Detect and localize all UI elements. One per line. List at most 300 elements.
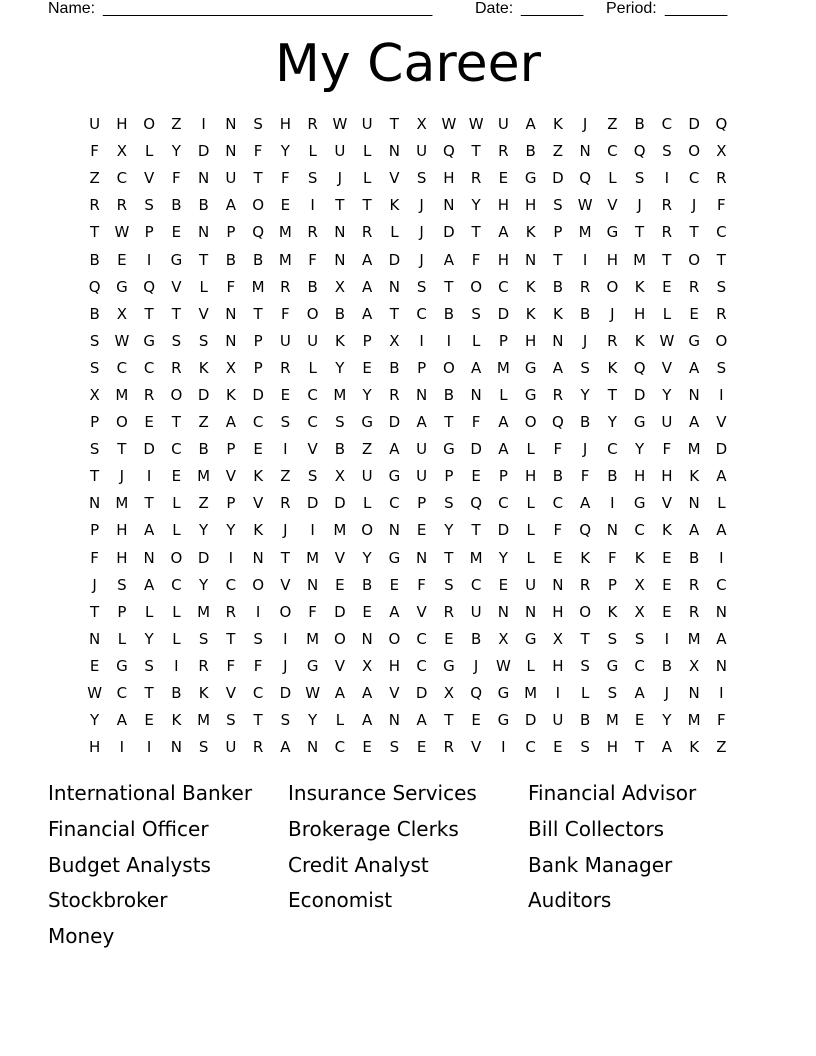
grid-letter[interactable]: K <box>225 385 236 404</box>
grid-letter[interactable]: B <box>525 142 536 161</box>
grid-letter[interactable]: E <box>280 196 291 215</box>
grid-letter[interactable]: G <box>143 331 155 350</box>
grid-letter[interactable]: B <box>389 358 400 377</box>
grid-letter[interactable]: C <box>498 277 509 296</box>
grid-letter[interactable]: T <box>362 196 372 215</box>
grid-letter[interactable]: H <box>443 169 455 188</box>
grid-letter[interactable]: L <box>362 142 372 161</box>
grid-letter[interactable]: V <box>334 548 345 567</box>
grid-letter[interactable]: M <box>251 277 265 296</box>
grid-letter[interactable]: M <box>687 629 701 648</box>
grid-letter[interactable]: Y <box>90 711 100 730</box>
grid-letter[interactable]: X <box>498 629 509 648</box>
grid-letter[interactable]: N <box>443 196 455 215</box>
grid-letter[interactable]: X <box>552 629 564 648</box>
grid-letter[interactable]: T <box>689 223 699 242</box>
grid-letter[interactable]: D <box>552 169 564 188</box>
grid-letter[interactable]: O <box>333 629 346 648</box>
grid-letter[interactable]: G <box>633 494 646 513</box>
grid-letter[interactable]: H <box>633 304 646 323</box>
grid-letter[interactable]: Y <box>144 629 154 648</box>
grid-letter[interactable]: A <box>552 358 563 377</box>
grid-letter[interactable]: T <box>444 711 454 730</box>
grid-letter[interactable]: G <box>633 413 646 432</box>
grid-letter[interactable]: H <box>552 602 564 621</box>
grid-letter[interactable]: E <box>117 250 127 269</box>
grid-letter[interactable]: J <box>419 250 424 269</box>
grid-letter[interactable]: H <box>116 548 128 567</box>
grid-letter[interactable]: D <box>443 223 455 242</box>
grid-letter[interactable]: C <box>525 738 536 757</box>
grid-letter[interactable]: S <box>580 738 590 757</box>
grid-letter[interactable]: F <box>553 521 563 540</box>
grid-letter[interactable]: S <box>335 413 345 432</box>
grid-letter[interactable]: J <box>582 331 588 350</box>
grid-letter[interactable]: R <box>716 169 727 188</box>
grid-letter[interactable]: W <box>441 115 457 134</box>
grid-letter[interactable]: N <box>252 548 264 567</box>
grid-letter[interactable]: D <box>334 602 346 621</box>
grid-letter[interactable]: R <box>552 385 564 404</box>
grid-letter[interactable]: X <box>443 684 455 703</box>
grid-letter[interactable]: D <box>306 494 319 513</box>
grid-letter[interactable]: V <box>171 277 182 296</box>
grid-letter[interactable]: A <box>361 684 373 703</box>
grid-letter[interactable]: O <box>524 413 537 432</box>
grid-letter[interactable]: B <box>171 684 182 703</box>
grid-letter[interactable]: X <box>416 115 427 134</box>
grid-letter[interactable]: U <box>279 331 291 350</box>
grid-letter[interactable]: Y <box>335 358 345 377</box>
grid-letter[interactable]: Y <box>171 142 181 161</box>
grid-letter[interactable]: Q <box>252 223 265 242</box>
grid-letter[interactable]: Y <box>199 521 209 540</box>
grid-letter[interactable]: H <box>388 656 401 675</box>
grid-letter[interactable]: R <box>280 358 291 377</box>
grid-letter[interactable]: N <box>552 575 564 594</box>
grid-letter[interactable]: E <box>171 467 182 486</box>
grid-letter[interactable]: D <box>197 385 210 404</box>
grid-letter[interactable]: P <box>498 467 508 486</box>
grid-letter[interactable]: L <box>471 331 481 350</box>
grid-letter[interactable]: F <box>662 440 672 459</box>
grid-letter[interactable]: S <box>226 711 236 730</box>
grid-letter[interactable]: R <box>716 304 727 323</box>
grid-letter[interactable]: T <box>280 548 290 567</box>
grid-letter[interactable]: C <box>171 440 182 459</box>
grid-letter[interactable]: G <box>524 629 537 648</box>
grid-letter[interactable]: K <box>552 115 563 134</box>
grid-letter[interactable]: R <box>498 142 509 161</box>
grid-letter[interactable]: S <box>307 467 318 486</box>
grid-letter[interactable]: B <box>89 250 100 269</box>
grid-letter[interactable]: N <box>688 385 700 404</box>
grid-letter[interactable]: T <box>662 250 672 269</box>
grid-letter[interactable]: C <box>416 629 427 648</box>
grid-letter[interactable]: T <box>607 385 617 404</box>
grid-letter[interactable]: P <box>90 413 100 432</box>
grid-letter[interactable]: S <box>553 196 563 215</box>
grid-letter[interactable]: C <box>252 413 264 432</box>
period-blank-line[interactable]: _______ <box>665 0 728 17</box>
grid-letter[interactable]: Z <box>552 142 564 161</box>
grid-letter[interactable]: T <box>90 602 100 621</box>
grid-letter[interactable]: X <box>688 656 700 675</box>
grid-letter[interactable]: Z <box>198 413 209 432</box>
grid-letter[interactable]: K <box>634 548 645 567</box>
grid-letter[interactable]: T <box>144 494 154 513</box>
grid-letter[interactable]: D <box>497 521 510 540</box>
grid-letter[interactable]: S <box>607 684 618 703</box>
grid-letter[interactable]: S <box>253 115 263 134</box>
grid-letter[interactable]: O <box>361 521 374 540</box>
grid-letter[interactable]: M <box>115 494 129 513</box>
grid-letter[interactable]: P <box>444 467 454 486</box>
grid-letter[interactable]: R <box>116 196 128 215</box>
grid-letter[interactable]: A <box>688 521 700 540</box>
grid-letter[interactable]: I <box>228 548 234 567</box>
grid-letter[interactable]: A <box>525 115 536 134</box>
grid-letter[interactable]: V <box>198 304 209 323</box>
grid-letter[interactable]: M <box>197 602 211 621</box>
grid-letter[interactable]: B <box>634 115 645 134</box>
grid-letter[interactable]: C <box>143 358 155 377</box>
grid-letter[interactable]: J <box>419 223 424 242</box>
grid-letter[interactable]: A <box>688 358 700 377</box>
grid-letter[interactable]: Z <box>361 440 373 459</box>
grid-letter[interactable]: K <box>171 711 182 730</box>
grid-letter[interactable]: N <box>606 521 618 540</box>
grid-letter[interactable]: L <box>662 304 672 323</box>
grid-letter[interactable]: G <box>116 656 128 675</box>
grid-letter[interactable]: N <box>143 548 155 567</box>
grid-letter[interactable]: N <box>225 331 237 350</box>
grid-letter[interactable]: E <box>498 575 509 594</box>
grid-letter[interactable]: F <box>717 711 726 730</box>
grid-letter[interactable]: N <box>525 602 537 621</box>
grid-letter[interactable]: R <box>661 223 673 242</box>
grid-letter[interactable]: I <box>146 738 152 757</box>
grid-letter[interactable]: E <box>362 358 372 377</box>
grid-letter[interactable]: S <box>389 738 400 757</box>
grid-letter[interactable]: A <box>443 250 454 269</box>
grid-letter[interactable]: L <box>172 521 181 540</box>
grid-letter[interactable]: A <box>716 467 727 486</box>
grid-letter[interactable]: U <box>661 413 673 432</box>
grid-letter[interactable]: T <box>389 304 399 323</box>
grid-letter[interactable]: T <box>144 304 154 323</box>
grid-letter[interactable]: C <box>716 575 727 594</box>
grid-letter[interactable]: Y <box>280 142 290 161</box>
grid-letter[interactable]: Z <box>716 738 727 757</box>
grid-letter[interactable]: R <box>688 575 700 594</box>
grid-letter[interactable]: C <box>607 142 618 161</box>
grid-letter[interactable]: N <box>89 629 101 648</box>
grid-letter[interactable]: O <box>606 277 619 296</box>
grid-letter[interactable]: J <box>610 304 615 323</box>
grid-letter[interactable]: P <box>417 358 427 377</box>
grid-letter[interactable]: G <box>388 467 401 486</box>
grid-letter[interactable]: H <box>606 738 619 757</box>
grid-letter[interactable]: L <box>362 494 372 513</box>
grid-letter[interactable]: W <box>659 331 675 350</box>
grid-letter[interactable]: J <box>419 196 424 215</box>
grid-letter[interactable]: T <box>389 115 399 134</box>
grid-letter[interactable]: M <box>333 385 347 404</box>
grid-letter[interactable]: M <box>333 521 347 540</box>
grid-letter[interactable]: E <box>553 548 563 567</box>
grid-letter[interactable]: V <box>307 440 318 459</box>
grid-letter[interactable]: Z <box>89 169 100 188</box>
grid-letter[interactable]: U <box>416 142 428 161</box>
grid-letter[interactable]: D <box>497 304 510 323</box>
grid-letter[interactable]: T <box>580 629 590 648</box>
grid-letter[interactable]: J <box>664 684 670 703</box>
grid-letter[interactable]: Y <box>635 440 645 459</box>
grid-letter[interactable]: H <box>116 521 128 540</box>
grid-letter[interactable]: I <box>283 440 288 459</box>
grid-letter[interactable]: I <box>719 385 724 404</box>
grid-letter[interactable]: K <box>689 467 700 486</box>
grid-letter[interactable]: T <box>471 521 481 540</box>
grid-letter[interactable]: J <box>337 169 343 188</box>
grid-letter[interactable]: K <box>634 331 645 350</box>
grid-letter[interactable]: I <box>310 196 315 215</box>
grid-letter[interactable]: B <box>579 711 591 730</box>
grid-letter[interactable]: P <box>553 223 563 242</box>
grid-letter[interactable]: R <box>361 223 373 242</box>
grid-letter[interactable]: L <box>335 711 345 730</box>
grid-letter[interactable]: B <box>470 629 482 648</box>
grid-letter[interactable]: Y <box>607 413 617 432</box>
grid-letter[interactable]: G <box>606 656 619 675</box>
grid-letter[interactable]: I <box>501 738 506 757</box>
grid-letter[interactable]: I <box>419 331 424 350</box>
grid-letter[interactable]: M <box>469 548 483 567</box>
grid-letter[interactable]: U <box>416 467 428 486</box>
grid-letter[interactable]: J <box>92 575 97 594</box>
grid-letter[interactable]: E <box>662 548 672 567</box>
grid-letter[interactable]: O <box>252 575 265 594</box>
grid-letter[interactable]: C <box>498 494 509 513</box>
grid-letter[interactable]: T <box>253 711 263 730</box>
grid-letter[interactable]: E <box>689 304 699 323</box>
grid-letter[interactable]: L <box>172 494 181 513</box>
grid-letter[interactable]: S <box>444 575 454 594</box>
grid-letter[interactable]: K <box>334 331 345 350</box>
grid-letter[interactable]: D <box>197 142 210 161</box>
grid-letter[interactable]: A <box>361 250 373 269</box>
grid-letter[interactable]: C <box>634 521 645 540</box>
grid-letter[interactable]: V <box>716 413 727 432</box>
grid-letter[interactable]: B <box>198 440 209 459</box>
grid-letter[interactable]: N <box>307 738 319 757</box>
grid-letter[interactable]: L <box>499 385 508 404</box>
grid-letter[interactable]: R <box>225 602 237 621</box>
grid-letter[interactable]: C <box>334 738 346 757</box>
grid-letter[interactable]: V <box>661 358 672 377</box>
grid-letter[interactable]: W <box>114 331 130 350</box>
grid-letter[interactable]: S <box>444 494 454 513</box>
grid-letter[interactable]: R <box>307 115 318 134</box>
grid-letter[interactable]: B <box>334 304 346 323</box>
grid-letter[interactable]: O <box>143 115 156 134</box>
grid-letter[interactable]: O <box>306 304 319 323</box>
grid-letter[interactable]: T <box>144 684 154 703</box>
grid-letter[interactable]: E <box>171 223 182 242</box>
grid-letter[interactable]: O <box>170 385 183 404</box>
grid-letter[interactable]: E <box>634 711 645 730</box>
grid-letter[interactable]: B <box>443 304 455 323</box>
grid-letter[interactable]: C <box>389 494 400 513</box>
grid-letter[interactable]: C <box>552 494 564 513</box>
grid-letter[interactable]: G <box>361 413 373 432</box>
grid-letter[interactable]: T <box>553 250 563 269</box>
grid-letter[interactable]: I <box>255 602 261 621</box>
grid-letter[interactable]: A <box>361 304 373 323</box>
grid-letter[interactable]: M <box>197 711 211 730</box>
grid-letter[interactable]: M <box>496 358 510 377</box>
grid-letter[interactable]: C <box>688 169 700 188</box>
grid-letter[interactable]: S <box>280 413 291 432</box>
grid-letter[interactable]: X <box>634 575 645 594</box>
grid-letter[interactable]: H <box>279 115 292 134</box>
grid-letter[interactable]: N <box>361 629 373 648</box>
grid-letter[interactable]: Y <box>580 385 590 404</box>
grid-letter[interactable]: H <box>116 115 128 134</box>
grid-letter[interactable]: O <box>388 629 401 648</box>
grid-letter[interactable]: Y <box>199 575 209 594</box>
grid-letter[interactable]: B <box>688 548 700 567</box>
grid-letter[interactable]: D <box>470 440 482 459</box>
grid-letter[interactable]: G <box>443 656 455 675</box>
grid-letter[interactable]: F <box>90 548 99 567</box>
grid-letter[interactable]: B <box>579 304 591 323</box>
grid-letter[interactable]: U <box>497 115 509 134</box>
grid-letter[interactable]: F <box>226 277 236 296</box>
grid-letter[interactable]: V <box>252 494 264 513</box>
grid-letter[interactable]: O <box>470 277 483 296</box>
grid-letter[interactable]: C <box>307 385 318 404</box>
grid-letter[interactable]: J <box>582 115 588 134</box>
grid-letter[interactable]: F <box>281 169 290 188</box>
grid-letter[interactable]: R <box>89 196 100 215</box>
grid-letter[interactable]: C <box>307 413 318 432</box>
grid-letter[interactable]: L <box>526 440 535 459</box>
grid-letter[interactable]: N <box>225 142 237 161</box>
grid-letter[interactable]: C <box>416 656 427 675</box>
grid-letter[interactable]: A <box>361 711 373 730</box>
grid-letter[interactable]: P <box>226 494 236 513</box>
grid-letter[interactable]: I <box>664 169 670 188</box>
grid-letter[interactable]: S <box>198 331 209 350</box>
grid-letter[interactable]: A <box>579 494 591 513</box>
grid-letter[interactable]: R <box>443 602 455 621</box>
grid-letter[interactable]: A <box>498 413 509 432</box>
grid-letter[interactable]: G <box>306 656 319 675</box>
grid-letter[interactable]: G <box>524 169 537 188</box>
grid-letter[interactable]: C <box>252 684 264 703</box>
grid-letter[interactable]: L <box>362 169 372 188</box>
grid-letter[interactable]: E <box>471 467 481 486</box>
grid-letter[interactable]: E <box>416 521 427 540</box>
grid-letter[interactable]: O <box>442 358 455 377</box>
grid-letter[interactable]: S <box>117 575 127 594</box>
grid-letter[interactable]: N <box>334 223 346 242</box>
grid-letter[interactable]: X <box>89 385 100 404</box>
grid-letter[interactable]: N <box>715 656 727 675</box>
grid-letter[interactable]: B <box>552 467 564 486</box>
grid-letter[interactable]: F <box>717 196 726 215</box>
grid-letter[interactable]: B <box>443 385 455 404</box>
grid-letter[interactable]: F <box>553 440 563 459</box>
grid-letter[interactable]: Y <box>471 196 481 215</box>
grid-letter[interactable]: P <box>498 331 508 350</box>
grid-letter[interactable]: O <box>688 142 701 161</box>
grid-letter[interactable]: F <box>226 656 236 675</box>
grid-letter[interactable]: F <box>580 467 590 486</box>
grid-letter[interactable]: N <box>552 331 564 350</box>
grid-letter[interactable]: O <box>252 196 265 215</box>
grid-letter[interactable]: Y <box>662 711 672 730</box>
grid-letter[interactable]: S <box>634 629 645 648</box>
grid-letter[interactable]: U <box>225 738 237 757</box>
grid-letter[interactable]: O <box>579 602 592 621</box>
grid-letter[interactable]: Y <box>308 711 318 730</box>
grid-letter[interactable]: V <box>389 169 400 188</box>
grid-letter[interactable]: W <box>495 656 511 675</box>
grid-letter[interactable]: T <box>471 142 481 161</box>
grid-letter[interactable]: H <box>633 467 646 486</box>
grid-letter[interactable]: T <box>444 548 454 567</box>
grid-letter[interactable]: V <box>225 467 236 486</box>
grid-letter[interactable]: N <box>388 142 400 161</box>
grid-letter[interactable]: K <box>607 358 618 377</box>
grid-letter[interactable]: J <box>691 196 697 215</box>
grid-letter[interactable]: K <box>634 277 645 296</box>
grid-letter[interactable]: Y <box>226 521 236 540</box>
grid-letter[interactable]: B <box>307 277 318 296</box>
grid-letter[interactable]: K <box>580 548 591 567</box>
grid-letter[interactable]: F <box>172 169 181 188</box>
grid-letter[interactable]: V <box>470 738 482 757</box>
grid-letter[interactable]: T <box>199 250 209 269</box>
grid-letter[interactable]: W <box>114 223 130 242</box>
grid-letter[interactable]: S <box>198 738 209 757</box>
grid-letter[interactable]: M <box>633 250 647 269</box>
grid-letter[interactable]: R <box>661 196 673 215</box>
grid-letter[interactable]: D <box>688 115 700 134</box>
grid-letter[interactable]: P <box>417 494 427 513</box>
grid-letter[interactable]: A <box>416 711 427 730</box>
grid-letter[interactable]: T <box>444 413 454 432</box>
grid-letter[interactable]: I <box>119 738 125 757</box>
grid-letter[interactable]: T <box>635 223 645 242</box>
grid-letter[interactable]: U <box>225 169 237 188</box>
grid-letter[interactable]: A <box>361 277 373 296</box>
grid-letter[interactable]: U <box>361 115 373 134</box>
grid-letter[interactable]: G <box>606 223 619 242</box>
grid-letter[interactable]: L <box>580 684 590 703</box>
grid-letter[interactable]: N <box>497 602 509 621</box>
grid-letter[interactable]: E <box>253 440 263 459</box>
grid-letter[interactable]: E <box>662 277 672 296</box>
grid-letter[interactable]: L <box>526 548 535 567</box>
grid-letter[interactable]: T <box>226 629 236 648</box>
grid-letter[interactable]: I <box>719 684 724 703</box>
grid-letter[interactable]: L <box>172 602 181 621</box>
grid-letter[interactable]: K <box>525 277 536 296</box>
